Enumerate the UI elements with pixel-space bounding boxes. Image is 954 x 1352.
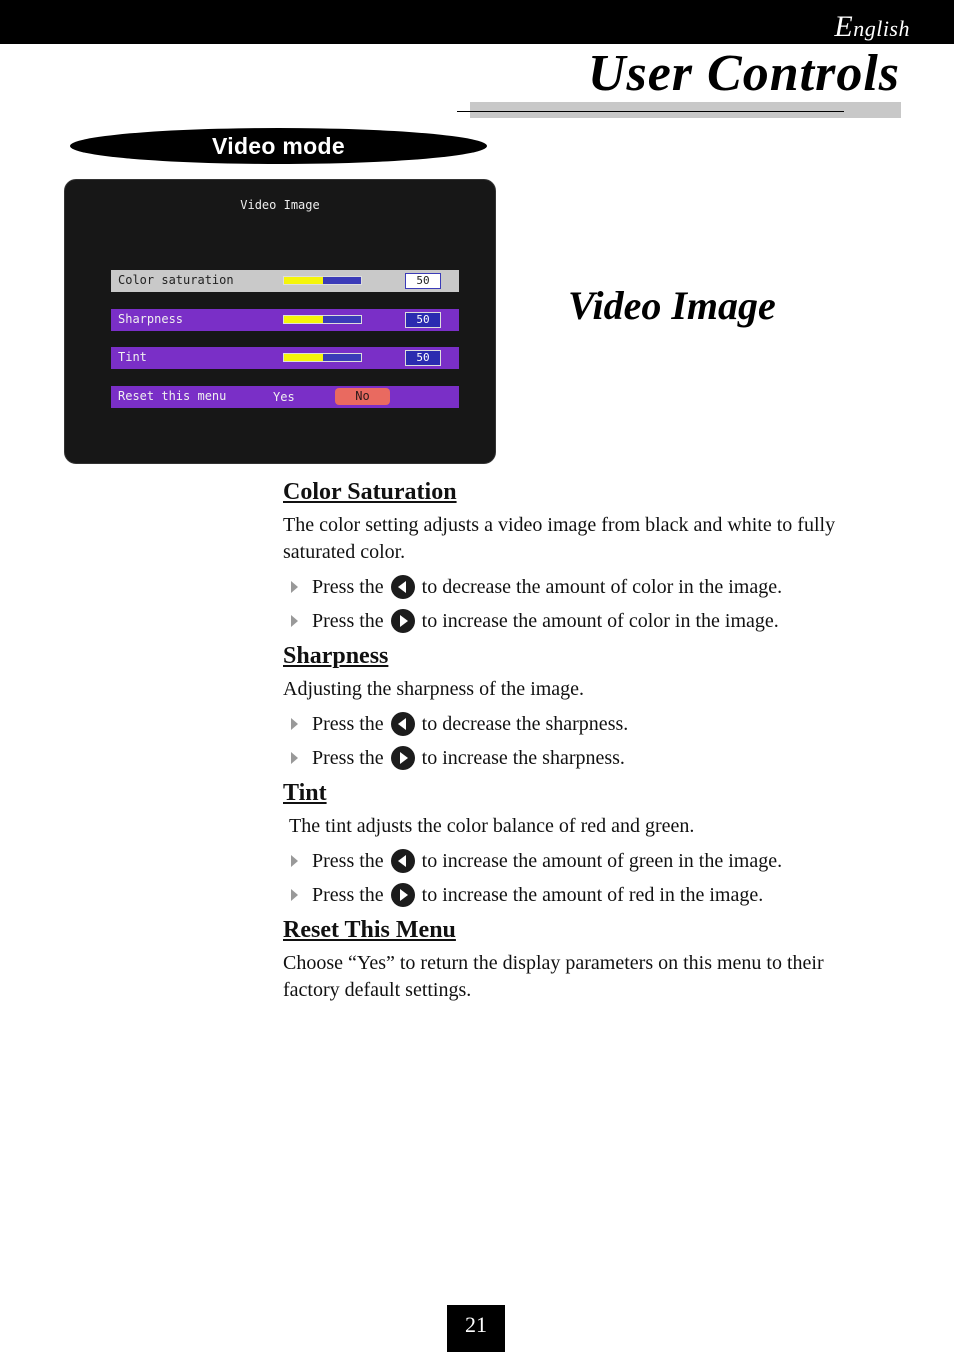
language-label xyxy=(834,10,910,44)
osd-row-label: Reset this menu xyxy=(118,389,227,403)
osd-row-sharpness xyxy=(111,309,459,331)
osd-row-label: Tint xyxy=(118,350,147,364)
content xyxy=(283,476,883,1010)
bullet-item xyxy=(283,606,883,640)
bullet-arrow-icon xyxy=(291,889,298,901)
osd-menu-screenshot xyxy=(64,179,496,464)
desc-color-saturation: The color setting adjusts a video image from black and white to fully saturated color. xyxy=(283,514,836,563)
osd-slider xyxy=(283,353,362,362)
right-key-icon xyxy=(391,609,415,633)
right-key-icon xyxy=(391,883,415,907)
bullet-text: Press the xyxy=(312,850,384,872)
osd-row-color-saturation xyxy=(111,270,459,292)
osd-value: 50 xyxy=(405,273,441,289)
osd-row-label: Color saturation xyxy=(118,273,234,287)
bullet-item xyxy=(283,880,883,914)
bullet-text: to increase the amount of green in the image. xyxy=(421,850,783,872)
osd-value: 50 xyxy=(405,312,441,328)
bullet-text: Press the xyxy=(312,747,384,769)
section-title: Video Image xyxy=(568,283,776,328)
bullet-arrow-icon xyxy=(291,855,298,867)
right-key-icon xyxy=(391,746,415,770)
desc-sharpness: Adjusting the sharpness of the image. xyxy=(283,678,585,700)
bullet-text: Press the xyxy=(312,713,384,735)
osd-row-tint xyxy=(111,347,459,369)
bullet-text: to increase the amount of color in the image. xyxy=(421,610,779,632)
bullet-text: to increase the sharpness. xyxy=(421,747,625,769)
page-title: User Controls xyxy=(587,45,900,102)
language-rest: nglish xyxy=(853,16,910,41)
osd-yes-option: Yes xyxy=(273,390,295,404)
header-bar xyxy=(0,0,954,44)
title-underline-rule xyxy=(457,111,844,112)
bullet-text: to decrease the sharpness. xyxy=(421,713,629,735)
page-number: 21 xyxy=(447,1305,505,1352)
heading-reset-menu: Reset This Menu xyxy=(283,917,456,943)
title-underline-bar xyxy=(470,102,901,118)
bullet-text: Press the xyxy=(312,884,384,906)
bullet-text: to decrease the amount of color in the image. xyxy=(421,576,783,598)
osd-slider-fill xyxy=(284,354,323,361)
bullet-arrow-icon xyxy=(291,752,298,764)
left-key-icon xyxy=(391,575,415,599)
bullet-arrow-icon xyxy=(291,615,298,627)
osd-title: Video Image xyxy=(240,198,320,212)
bullet-text: Press the xyxy=(312,576,384,598)
osd-slider-fill xyxy=(284,277,323,284)
bullet-item xyxy=(283,572,883,606)
bullet-arrow-icon xyxy=(291,718,298,730)
mode-label: Video mode xyxy=(70,128,487,164)
bullet-item xyxy=(283,709,883,743)
desc-reset-menu: Choose “Yes” to return the display parameters on this menu to their factory default settings. xyxy=(283,952,824,1001)
osd-row-label: Sharpness xyxy=(118,312,184,326)
language-initial: E xyxy=(834,10,854,43)
left-key-icon xyxy=(391,849,415,873)
desc-tint: The tint adjusts the color balance of red and green. xyxy=(289,815,695,837)
osd-slider xyxy=(283,315,362,324)
bullet-item xyxy=(283,743,883,777)
left-key-icon xyxy=(391,712,415,736)
osd-row-reset xyxy=(111,386,459,408)
bullet-text: to increase the amount of red in the image. xyxy=(421,884,764,906)
heading-sharpness: Sharpness xyxy=(283,643,389,669)
osd-no-option: No xyxy=(335,388,390,405)
heading-color-saturation: Color Saturation xyxy=(283,479,457,505)
heading-tint: Tint xyxy=(283,780,327,806)
bullet-text: Press the xyxy=(312,610,384,632)
bullet-arrow-icon xyxy=(291,581,298,593)
osd-slider xyxy=(283,276,362,285)
osd-value: 50 xyxy=(405,350,441,366)
bullet-item xyxy=(283,846,883,880)
osd-slider-fill xyxy=(284,316,323,323)
